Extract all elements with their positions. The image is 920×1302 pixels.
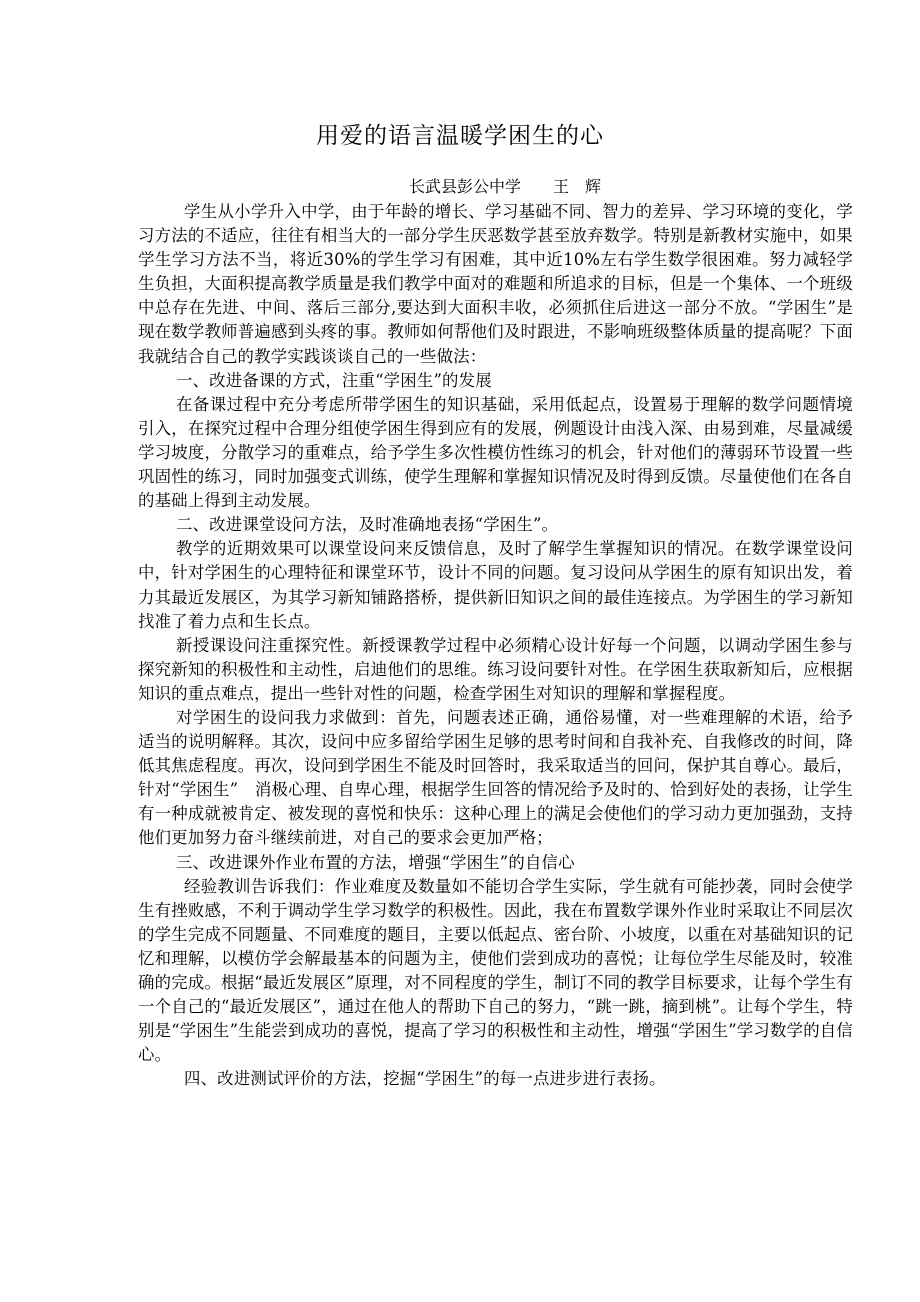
section-heading-1: 一、改进备课的方式，注重“学困生”的发展 [176,370,492,390]
section-heading-2: 二、改进课堂设问方法，及时准确地表扬“学困生”。 [176,515,559,535]
paragraph: 新授课设问注重探究性。新授课教学过程中必须精心设计好每一个问题，以调动学困生参与探究新知的积极性和主动性，启迪他们的思维。练习设问要针对性。在学困生获取新知后，应根据知识的重点难点，提出一些针对性的问题，检查学困生对知识的理解和掌握程度。 [138,635,853,703]
paragraph: 在备课过程中充分考虑所带学困生的知识基础，采用低起点，设置易于理解的数学问题情境引入，在探究过程中合理分组使学困生得到应有的发展，例题设计由浅入深、由易到难，尽量减缓学习坡度，分散学习的重难点，给予学生多次性模仿性练习的机会，针对他们的薄弱环节设置一些巩固性的练习，同时加强变式训练，使学生理解和掌握知识情况及时得到反馈。尽量使他们在各自的基础上得到主动发展。 [138,394,853,511]
paragraph: 教学的近期效果可以课堂设问来反馈信息，及时了解学生掌握知识的情况。在数学课堂设问中，针对学困生的心理特征和课堂环节，设计不同的问题。复习设问从学困生的原有知识出发，着力其最近发展区，为其学习新知铺路搭桥，提供新旧知识之间的最佳连接点。为学困生的学习新知找准了着力点和生长点。 [138,539,853,631]
section-heading-4: 四、改进测试评价的方法，挖掘“学困生”的每一点进步进行表扬。 [184,1069,666,1089]
paragraph: 对学困生的设问我力求做到：首先，问题表述正确，通俗易懂，对一些难理解的术语，给予适当的说明解释。其次，设问中应多留给学困生足够的思考时间和自我补充、自我修改的时间，降低其焦虑程度。再次，设问到学困生不能及时回答时，我采取适当的回问，保护其自尊心。最后，针对“学困生” 消极心理、自卑心理，根据学生回答的情况给予及时的、恰到好处的表扬，让学生有一种成就被肯定、被发现的喜悦和快乐：这种心理上的满足会使他们的学习动力更加强劲，支持他们更加努力奋斗继续前进，对自己的要求会更加严格； [138,707,853,848]
document-title: 用爱的语言温暖学困生的心 [316,123,604,149]
author-line: 长武县彭公中学 王 辉 [408,177,601,196]
document-body [138,200,853,1091]
section-heading-3: 三、改进课外作业布置的方法，增强“学困生”的自信心 [176,852,575,872]
paragraph: 经验教训告诉我们：作业难度及数量如不能切合学生实际，学生就有可能抄袭，同时会使学生有挫败感，不利于调动学生学习数学的积极性。因此，我在布置数学课外作业时采取让不同层次的学生完成不同题量、不同难度的题目，主要以低起点、密台阶、小坡度，以重在对基础知识的记忆和理解，以模仿学会解最基本的问题为主，使他们尝到成功的喜悦；让每位学生尽能及时，较准确的完成。根据“最近发展区”原理，对不同程度的学生，制订不同的教学目标要求，让每个学生有一个自己的“最近发展区”，通过在他人的帮助下自己的努力，“跳一跳，摘到桃”。让每个学生，特别是“学困生”生能尝到成功的喜悦，提高了学习的积极性和主动性，增强“学困生”学习数学的自信心。 [138,876,853,1065]
paragraph-intro: 学生从小学升入中学，由于年龄的增长、学习基础不同、智力的差异、学习环境的变化，学习方法的不适应，往往有相当大的一部分学生厌恶数学甚至放弃数学。特别是新教材实施中，如果学生学习方法不当，将近30%的学生学习有困难，其中近10%左右学生数学很困难。努力减轻学生负担，大面积提高教学质量是我们教学中面对的难题和所追求的目标，但是一个集体、一个班级中总存在先进、中间、落后三部分,要达到大面积丰收，必须抓住后进这一部分不放。“学困生”是现在数学教师普遍感到头疼的事。教师如何帮他们及时跟进，不影响班级整体质量的提高呢？下面我就结合自己的教学实践谈谈自己的一些做法： [138,202,853,366]
